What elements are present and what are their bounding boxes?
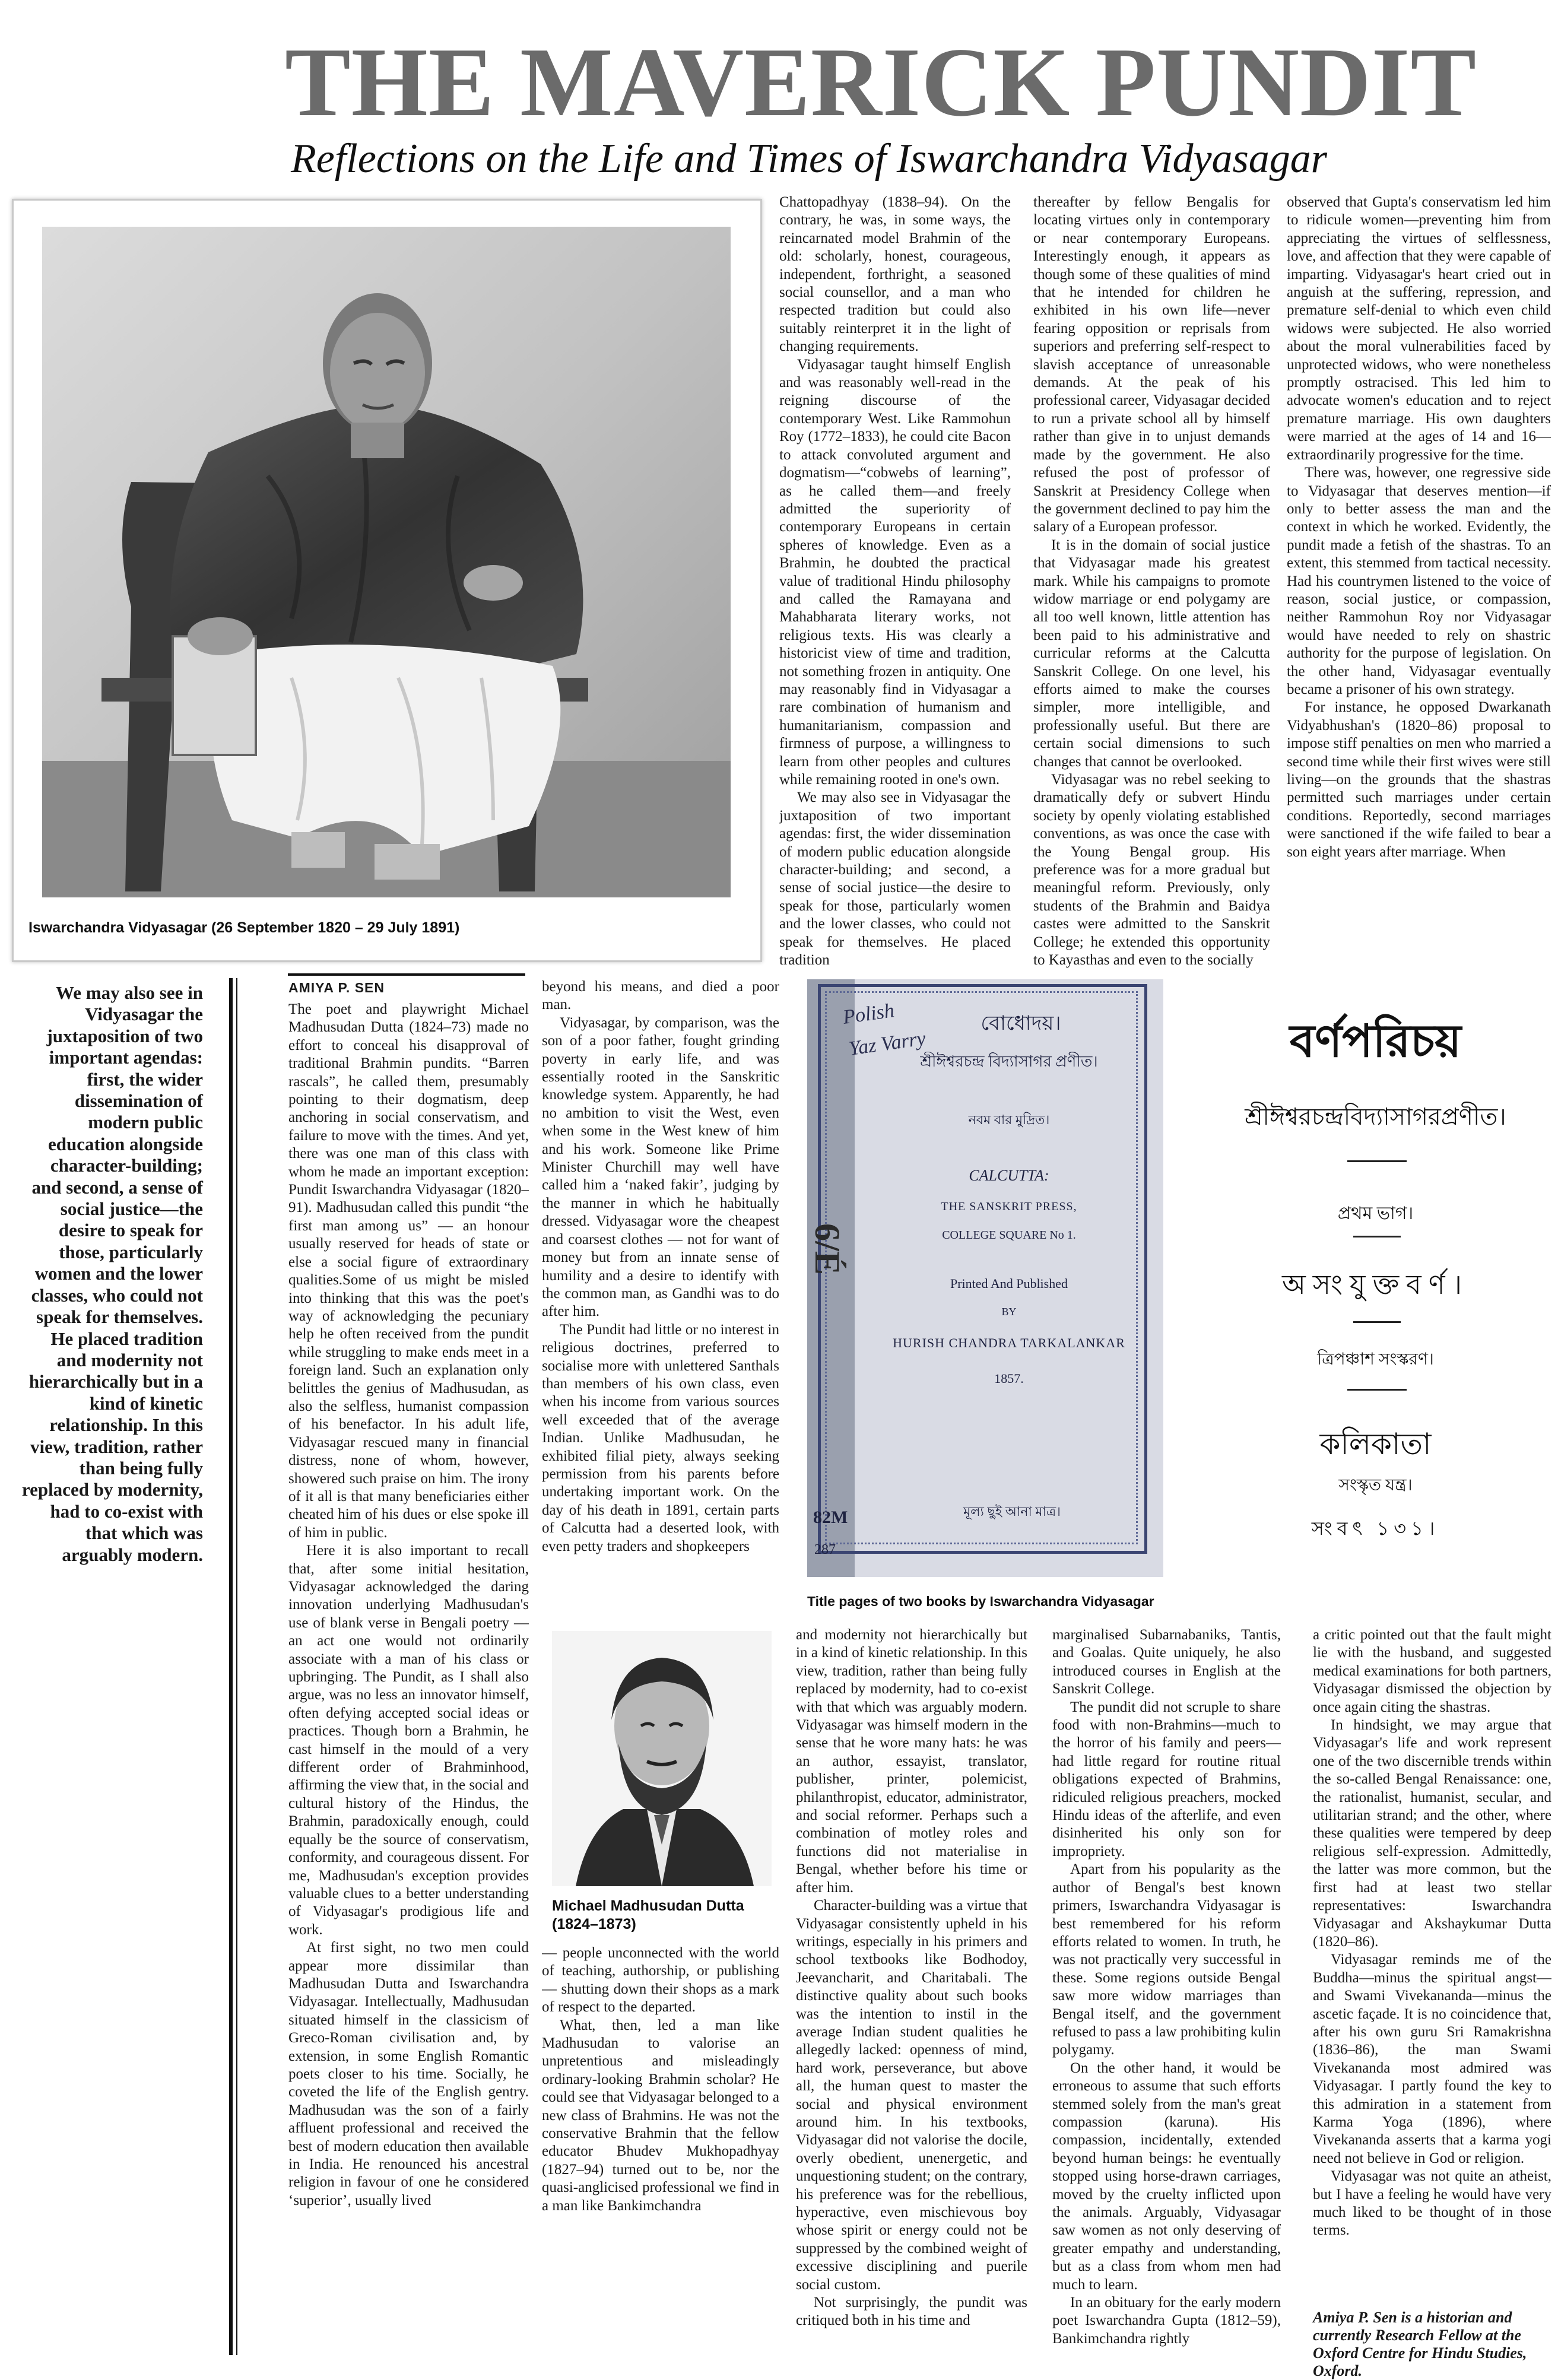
paragraph: We may also see in Vidyasagar the juxtaposition of two important agendas: first, the wider dissemination of modern public education alongside character-building; and second, a sense of social justice—the desire to speak for those, particularly women and the lower classes, who could not speak for themselves. He placed tradition	[779, 789, 1011, 969]
book-printed: Printed And Published	[950, 1276, 1068, 1291]
book-author: শ্রীঈশ্বরচন্দ্র বিদ্যাসাগর প্রণীত।	[920, 1053, 1098, 1070]
paragraph: For instance, he opposed Dwarkanath Vidyabhushan's (1820–86) proposal to impose stiff penalties on men who married a second time while their first wives were still living—on the grounds that the shastras permitted such marriages under certain conditions. Reportedly, second marriages were sanctioned if the wife failed to bear a son eight years after marriage. When	[1287, 699, 1551, 860]
book-by: BY	[1001, 1306, 1017, 1318]
book-title-page-barnaparichay	[1199, 979, 1552, 1577]
book-title: বোধোদয়।	[981, 1013, 1061, 1034]
paragraph: In hindsight, we may argue that Vidyasagar's life and work represent one of the two discernible trends within the so-called Bengal Renaissance: one, the rationalist, humanist, secular, and utilitarian strand; and the other, where these qualities were tempered by deep religious self-expression. Admittedly, the latter was more common, but the first had at least two stellar representatives: Iswarchandra Vidyasagar and Akshaykumar Dutta (1820–86).	[1313, 1717, 1551, 1950]
book2-part: প্রথম ভাগ।	[1337, 1204, 1414, 1223]
book-press: THE SANSKRIT PRESS,	[941, 1200, 1077, 1213]
paragraph: It is in the domain of social justice that Vidyasagar made his greatest mark. While his campaigns to promote widow marriage or end polygamy are all too well known, little attention has been paid to his administrative and curricular reforms at the Calcutta Sanskrit College. On one level, his efforts aimed to make the courses simpler, more intelligible, and professionally useful. But there are certain social dimensions to such changes that cannot be overlooked.	[1033, 537, 1270, 770]
book2-edition: ত্রিপঞ্চাশ সংস্করণ।	[1317, 1350, 1434, 1369]
vidyasagar-portrait	[42, 227, 731, 897]
paragraph: Not surprisingly, the pundit was critiqued both in his time and	[796, 2295, 1027, 2329]
paragraph: The poet and playwright Michael Madhusudan Dutta (1824–73) made no effort to conceal his disapproval of traditional Brahmin pundits. “Barren rascals”, he called them, presumably pointing to their dogmatism, deep anchoring in social conservatism, and failure to move with the times. And yet, there was one man of this class with whom he made an important exception: Pundit Iswarchandra Vidyasagar (1820–91). Madhusudan called this pundit “the first man among us” — an honour usually reserved for heads of state or else a social figure of extraordinary qualities.Some of us might be misled into thinking that this was the poet's way of acknowledging the pecuniary help he often received from the pundit while struggling to make ends meet in a foreign land. Such an explanation only belittles the genius of Madhusudan, as also the selfless, humanist compassion of his benefactor. In his adult life, Vidyasagar rescued many in financial distress, none of whom, however, showered such praise on him. The irony of it all is that many beneficiaries either cheated him of his dues or else spoke ill of him in public.	[288, 1001, 529, 1541]
page-title: THE MAVERICK PUNDIT	[285, 27, 1477, 137]
column-bottom-3	[796, 1626, 1027, 2360]
paragraph: and modernity not hierarchically but in a kind of kinetic relationship. In this view, tradition, rather than being fully replaced by modernity, had to co-exist with that which was arguably modern. Vidyasagar was himself modern in the sense that he wore many hats: he was an author, essayist, translator, publisher, printer, polemicist, philanthropist, educator, administrator, and social reformer. Perhaps such a combination of motley roles and functions did not materialise in Bengal, whether before his time or after him.	[796, 1627, 1027, 1896]
book2-author: শ্রীঈশ্বরচন্দ্রবিদ্যাসাগরপ্রণীত।	[1245, 1103, 1506, 1130]
book-city: CALCUTTA:	[969, 1167, 1049, 1184]
pull-quote: We may also see in Vidyasagar the juxtaposition of two important agendas: first, the wider dissemination of modern public education alongside character-building; and second, a sense of social justice—the desire to speak for those, particularly women and the lower classes, who could not speak for themselves. He placed tradition and modernity not hierarchically but in a kind of kinetic relationship. In this view, tradition, rather than being fully replaced by modernity, had to co-exist with that which was arguably modern.	[21, 982, 203, 1565]
book-year: 1857.	[994, 1371, 1024, 1386]
paragraph: Vidyasagar reminds me of the Buddha—minus the spiritual angst—and Swami Vivekananda—minus the ascetic façade. It is no coincidence that, after his own guru Sri Ramakrishna (1836–86), the man Swami Vivekananda most admired was Vidyasagar. I partly found the key to this admiration in a statement from Karma Yoga (1896), where Vivekananda asserts that a karma yogi need not believe in God or religion.	[1313, 1951, 1551, 2166]
paragraph: Character-building was a virtue that Vidyasagar consistently upheld in his writings, especially in his primers and school textbooks like Bodhodoy, Jeevancharit, and Charitabali. The distinctive quality about such books was the intention to instil in the average Indian student qualities he allegedly lacked: openness of mind, hard work, perseverance, but above all, the human quest to master the social and physical environment around him. In his textbooks, Vidyasagar did not valorise the docile, overly obedient, unenergetic, and unquestioning student; on the contrary, his preference was for the rebellious, hyperactive, even mischievous boy whose spirit or energy could not be suppressed by the combined weight of excessive disciplining and puerile social custom.	[796, 1897, 1027, 2293]
paragraph: The Pundit had little or no interest in religious doctrines, preferred to socialise more with unlettered Santhals than members of his own class, even when his income from various sources well exceeded that of the average Indian. Unlike Madhusudan, he exhibited filial piety, always seeking permission from his parents before undertaking important work. On the day of his death in 1891, certain parts of Calcutta had a deserted look, with even petty traders and shopkeepers	[542, 1321, 779, 1554]
pull-quote-rule-thin	[236, 978, 237, 2355]
column-top-2	[1033, 193, 1270, 972]
paragraph: beyond his means, and died a poor man.	[542, 979, 779, 1013]
paragraph: observed that Gupta's conservatism led him to ridicule women—preventing him from appreciating the virtues of selflessness, love, and affection that they were capable of imparting. Vidyasagar's heart cried out in anguish at the suffering, repression, and premature self-denial to which even child widows were subjected. He also worried about the moral vulnerabilities faced by unprotected widows, who were nonetheless promptly ostracised. This led him to advocate women's education and to reject premature marriage. His own daughters were married at the ages of 14 and 16—extraordinarily progressive for the time.	[1287, 194, 1551, 463]
book-handwriting-1: Polish	[841, 999, 896, 1029]
paragraph: Vidyasagar was no rebel seeking to dramatically defy or subvert Hindu society by openly violating established conventions, as was once the case with the Young Bengal group. His preference was for a more gradual but meaningful reform. Previously, only students of the Brahmin and Baidya castes were admitted to the Sanskrit College; he extended this opportunity to Kayasthas and even to the socially	[1033, 772, 1270, 969]
paragraph: Vidyasagar was not quite an atheist, but I have a feeling he would have very much liked to be thought of in those terms.	[1313, 2168, 1551, 2239]
book-spine-mark: 6/É	[807, 1223, 847, 1275]
paragraph: What, then, led a man like Madhusudan to valorise an unpretentious and misleadingly ordinary-looking Brahmin scholar? He could see that Vidyasagar belonged to a new class of Brahmins. He was not the conservative Brahmin that the fellow educator Bhudev Mukhopadhyay (1827–94) turned out to be, nor the quasi-anglicised professional we find in a man like Bankimchandra	[542, 2017, 779, 2214]
paragraph: a critic pointed out that the fault might lie with the husband, and suggested medical examinations for both partners, Vidyasagar dismissed the objection by once again citing the shastras.	[1313, 1627, 1551, 1715]
paragraph: There was, however, one regressive side to Vidyasagar that deserves mention—if only to better assess the man and the context in which he worked. Evidently, the pundit made a fetish of the shastras. To an extent, this stemmed from tactical necessity. Had his countrymen listened to the voice of reason, social justice, or compassion, neither Rammohun Roy nor Vidyasagar would have needed to rely on shastric authority for the purpose of legislation. On the other hand, Vidyasagar eventually became a prisoner of his own strategy.	[1287, 465, 1551, 697]
column-top-1	[779, 193, 1011, 972]
paragraph: In an obituary for the early modern poet Iswarchandra Gupta (1812–59), Bankimchandra rightly	[1052, 2295, 1281, 2347]
book-number: 287	[814, 1542, 836, 1557]
column-bottom-5	[1313, 1626, 1551, 2303]
paragraph: On the other hand, it would be erroneous to assume that such efforts stemmed solely from the man's great compassion (karuna). His compassion, incidentally, extended beyond human beings: he eventually stopped using horse-drawn carriages, moved by the cruelty inflicted upon the animals. Arguably, Vidyasagar saw women as not only deserving of greater empathy and understanding, but as a class from whom men had much to learn.	[1052, 2060, 1281, 2293]
page-subtitle: Reflections on the Life and Times of Iswarchandra Vidyasagar	[291, 136, 1328, 182]
book2-press: সংস্কৃত যন্ত্র।	[1338, 1476, 1413, 1494]
vidyasagar-caption: Iswarchandra Vidyasagar (26 September 1820 – 29 July 1891)	[28, 919, 460, 936]
books-caption: Title pages of two books by Iswarchandra Vidyasagar	[807, 1594, 1154, 1609]
madhusudan-portrait	[552, 1631, 772, 1886]
book-shelfmark: 82M	[813, 1508, 848, 1527]
book2-year: সংবৎ ১৩১।	[1311, 1518, 1440, 1539]
vidyasagar-photo-frame	[12, 199, 762, 962]
madhusudan-caption	[552, 1897, 778, 1934]
paragraph: Apart from his popularity as the author of Bengal's best known primers, Iswarchandra Vidyasagar is best remembered for his reform efforts related to women. In truth, he was not practically very successful in these. Some regions outside Bengal saw more widow marriages than Bengal itself, and the government refused to pass a law prohibiting kulin polygamy.	[1052, 1861, 1281, 2058]
paragraph: The pundit did not scruple to share food with non-Brahmins—much to the horror of his family and peers—had little regard for routine ritual obligations expected of Brahmins, ridiculed religious preachers, mocked Hindu ideas of the afterlife, and even disinherited his only son for impropriety.	[1052, 1699, 1281, 1859]
book2-title: বর্ণপরিচয়	[1289, 1017, 1462, 1067]
author-bio: Amiya P. Sen is a historian and currently Research Fellow at the Oxford Centre for Hindu Studies, Oxford.	[1313, 2309, 1527, 2379]
paragraph: thereafter by fellow Bengalis for locating virtues only in contemporary or near contemporary Europeans. Interestingly enough, it appears as though some of these qualities of mind that he intended for children he exhibited in his own life—never fearing opposition or reprisals from superiors and preferring self-respect to slavish acceptance of unreasonable demands. At the peak of his professional career, Vidyasagar decided to run a private school all by himself rather than give in to unjust demands made by the government. He also refused the post of professor of Sanskrit at Presidency College when the government declined to pay him the salary of a European professor.	[1033, 194, 1270, 535]
book-handwriting-2: Yaz Varry	[847, 1027, 927, 1060]
pull-quote-rule	[229, 978, 233, 2355]
column-top-3	[1287, 193, 1551, 972]
book2-city: কলিকাতা	[1319, 1427, 1432, 1461]
madhusudan-caption-name: Michael Madhusudan Dutta	[552, 1897, 744, 1914]
madhusudan-caption-dates: (1824–1873)	[552, 1916, 636, 1932]
book-printer: HURISH CHANDRA TARKALANKAR	[893, 1335, 1125, 1350]
author-byline: AMIYA P. SEN	[288, 980, 385, 995]
column-bottom-4	[1052, 1626, 1281, 2360]
column-bottom-2	[542, 978, 779, 1619]
paragraph: — people unconnected with the world of teaching, authorship, or publishing — shutting down their shops as a mark of respect to the departed.	[542, 1945, 779, 2016]
paragraph: Chattopadhyay (1838–94). On the contrary, he was, in some ways, the reincarnated model Brahmin of the old: scholarly, honest, courageous, independent, forthright, a seasoned social counsellor, and a man who respected tradition but could also suitably reinterpret it in the light of changing requirements.	[779, 194, 1011, 355]
paragraph: Vidyasagar taught himself English and was reasonably well-read in the reigning discourse of the contemporary West. Like Rammohun Roy (1772–1833), he could cite Bacon to attack convoluted argument and dogmatism—“cobwebs of learning”, as he called them—and freely admitted the superiority of contemporary Europeans in certain spheres of knowledge. Even as a Brahmin, he doubted the practical value of traditional Hindu philosophy and called the Ramayana and Mahabharata literary works, not religious texts. His was clearly a historicist view of time and tradition, not something frozen in antiquity. One may reasonably find in Vidyasagar a rare combination of humanism and humanitarianism, compassion and firmness of purpose, a willingness to learn from other peoples and cultures while remaining rooted in one's own.	[779, 356, 1011, 788]
paragraph: Vidyasagar, by comparison, was the son of a poor father, fought grinding poverty in early life, and was essentially rooted in the Sanskritic knowledge system. Apparently, he had no ambition to visit the West, even when some in the West knew of him and his work. Someone like Prime Minister Churchill may well have called him a ‘naked fakir’, judging by the manner in which he habitually dressed. Vidyasagar wore the cheapest and coarsest clothes — not for want of money but from an innate sense of humility and a desire to identify with the common man, as Gandhi was to do after him.	[542, 1014, 779, 1320]
column-bottom-1	[288, 1001, 529, 2360]
column-bottom-2b	[542, 1944, 779, 2360]
paragraph: Here it is also important to recall that, after some initial hesitation, Vidyasagar acknowledged the daring innovation underlying Madhusudan's use of blank verse in Bengali poetry — an act one would not ordinarily associate with a man of his class or upbringing. The Pundit, as I shall also argue, was no less an innovator himself, often defying accepted social ideas or practices. Though born a Brahmin, he cast himself in the mould of a very different order of Brahminhood, affirming the view that, in the social and cultural history of the Hindus, the Brahmin, paradoxically enough, could equally be the source of conservatism, conformity, and courageous dissent. For me, Madhusudan's exception provides valuable clues to a better understanding of Vidyasagar's prodigious life and work.	[288, 1543, 529, 1938]
book-title-page-bodhodoy	[807, 979, 1163, 1577]
book-price: মূল্য ছুই আনা মাত্র।	[963, 1504, 1061, 1519]
book2-subtitle: অসংযুক্তবর্ণ।	[1281, 1270, 1470, 1300]
paragraph: marginalised Subarnabaniks, Tantis, and Goalas. Quite uniquely, he also introduced courses in English at the Sanskrit College.	[1052, 1627, 1281, 1697]
author-rule	[288, 973, 525, 976]
book-edition: নবম বার মুদ্রিত।	[968, 1112, 1050, 1127]
book-address: COLLEGE SQUARE No 1.	[942, 1229, 1076, 1242]
paragraph: At first sight, no two men could appear more dissimilar than Madhusudan Dutta and Iswarchandra Vidyasagar. Intellectually, Madhusudan situated himself in the classicism of Greco-Roman civilisation and, by extension, in some English Romantic poets closer to his time. Socially, he coveted the life of the English gentry. Madhusudan was the son of a fairly affluent professional and received the best of modern education then available in India. He renounced his ancestral religion in favour of one he considered ‘superior’, usually lived	[288, 1940, 529, 2208]
